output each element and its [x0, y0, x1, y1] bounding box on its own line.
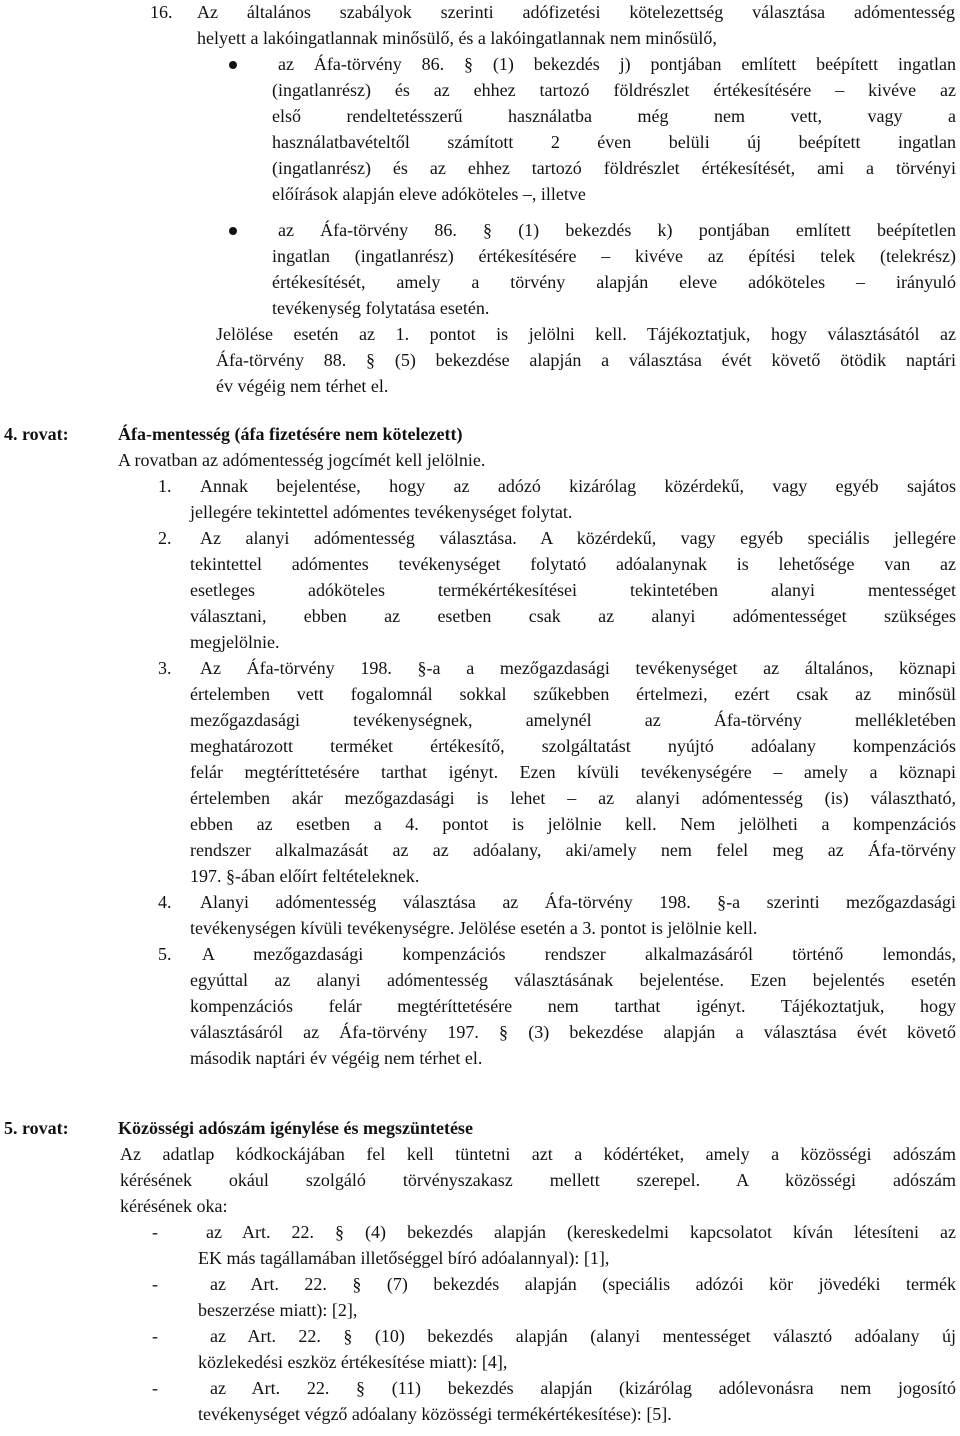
rovat4-item3-line-6: értelemben akár mezőgazdasági is lehet – az alanyi adómentesség (is) választható, [190, 788, 956, 808]
rovat4-item3-line-4: meghatározott terméket értékesítő, szolgáltatást nyújtó adóalany kompenzációs [190, 736, 956, 756]
rovat5-item2-line-1: az Art. 22. § (7) bekezdés alapján (speciális adózói kör jövedéki termék [210, 1274, 956, 1294]
rovat5-item4-dash: - [152, 1378, 158, 1398]
item16-line-2: helyett a lakóingatlannak minősülő, és a lakóingatlannak nem minősülő, [197, 28, 717, 48]
rovat4-item3-line-9: 197. §-ában előírt feltételeknek. [190, 866, 420, 886]
rovat5-item1-dash: - [152, 1222, 158, 1242]
rovat4-item3-line-7: ebben az esetben a 4. pontot is jelölnie kell. Nem jelölheti a kompenzációs [190, 814, 956, 834]
rovat4-item4-line-1: Alanyi adómentesség választása az Áfa-törvény 198. §-a szerinti mezőgazdasági [200, 892, 956, 912]
rovat4-item2-line-2: tekintettel adómentes tevékenységet folytató adóalanynak is lehetősége van az [190, 554, 956, 574]
rovat5-intro-line-1: Az adatlap kódkockájában fel kell tüntetni azt a kódértéket, amely a közösségi adószám [120, 1144, 956, 1164]
rovat4-item2-number: 2. [158, 528, 172, 548]
rovat5-item2-line-2: beszerzése miatt): [2], [198, 1300, 358, 1320]
bullet2-line-3: értékesítését, amely a törvény alapján eleve adóköteles – irányuló [272, 272, 956, 292]
rovat4-item5-line-5: második naptári év végéig nem térhet el. [190, 1048, 483, 1068]
rovat5-item2-dash: - [152, 1274, 158, 1294]
bullet1-line-2: (ingatlanrész) és az ehhez tartozó földrészlet értékesítésére – kivéve az [272, 80, 956, 100]
rovat5-intro-line-3: kérésének oka: [120, 1196, 228, 1216]
rovat5-title: Közösségi adószám igénylése és megszüntetése [118, 1118, 473, 1138]
rovat4-item1-number: 1. [158, 476, 172, 496]
bullet2-line-1: az Áfa-törvény 86. § (1) bekezdés k) pontjában említett beépítetlen [278, 220, 956, 240]
rovat4-item3-line-5: felár megtéríttetésére tarthat igényt. Ezen kívüli tevékenységére – amely a köznapi [190, 762, 956, 782]
rovat4-item3-number: 3. [158, 658, 172, 678]
rovat4-item1-line-2: jellegére tekintettel adómentes tevékenységet folytat. [190, 502, 573, 522]
bullet2-line-4: tevékenység folytatása esetén. [272, 298, 490, 318]
rovat5-item3-dash: - [152, 1326, 158, 1346]
bullet1-line-3: első rendeltetésszerű használatba még nem vett, vagy a [272, 106, 956, 126]
rovat4-item2-line-3: esetleges adóköteles termékértékesítései tekintetében alanyi mentességet [190, 580, 956, 600]
item16-line-1: Az általános szabályok szerinti adófizetési kötelezettség választása adómentesség [197, 2, 955, 22]
note16-line-3: év végéig nem térhet el. [216, 376, 389, 396]
bullet2-line-2: ingatlan (ingatlanrész) értékesítésére – kivéve az építési telek (telekrész) [272, 246, 956, 266]
rovat4-item5-line-4: választásáról az Áfa-törvény 197. § (3) bekezdése alapján a választása évét követő [190, 1022, 956, 1042]
rovat5-item3-line-2: közlekedési eszköz értékesítése miatt): [4], [198, 1352, 508, 1372]
rovat5-item3-line-1: az Art. 22. § (10) bekezdés alapján (alanyi mentességet választó adóalany új [210, 1326, 956, 1346]
bullet1-line-6: előírások alapján eleve adóköteles –, illetve [272, 184, 586, 204]
rovat4-item3-line-1: Az Áfa-törvény 198. §-a a mezőgazdasági tevékenységet az általános, köznapi [200, 658, 956, 678]
rovat5-item1-line-1: az Art. 22. § (4) bekezdés alapján (kereskedelmi kapcsolatot kíván létesíteni az [206, 1222, 956, 1242]
rovat4-item3-line-2: értelemben vett fogalomnál sokkal szűkebben értelmezi, ezért csak az minősül [190, 684, 956, 704]
rovat5-item4-line-1: az Art. 22. § (11) bekezdés alapján (kizárólag adólevonásra nem jogosító [210, 1378, 956, 1398]
bullet-icon [229, 61, 237, 69]
rovat5-label: 5. rovat: [4, 1118, 69, 1138]
bullet1-line-1: az Áfa-törvény 86. § (1) bekezdés j) pontjában említett beépített ingatlan [278, 54, 956, 74]
rovat4-item1-line-1: Annak bejelentése, hogy az adózó kizárólag közérdekű, vagy egyéb sajátos [200, 476, 956, 496]
rovat5-item4-line-2: tevékenységet végző adóalany közösségi termékértékesítése): [5]. [198, 1404, 672, 1424]
bullet-icon [229, 227, 237, 235]
rovat4-item5-number: 5. [158, 944, 172, 964]
rovat4-label: 4. rovat: [4, 424, 69, 444]
rovat4-item5-line-2: egyúttal az alanyi adómentesség választásának bejelentése. Ezen bejelentés esetén [190, 970, 956, 990]
rovat5-item1-line-2: EK más tagállamában illetőséggel bíró adóalannyal): [1], [198, 1248, 610, 1268]
note16-line-2: Áfa-törvény 88. § (5) bekezdése alapján a választása évét követő ötödik naptári [216, 350, 956, 370]
note16-line-1: Jelölése esetén az 1. pontot is jelölni kell. Tájékoztatjuk, hogy választásától az [216, 324, 956, 344]
rovat4-item5-line-3: kompenzációs felár megtéríttetésére nem tarthat igényt. Tájékoztatjuk, hogy [190, 996, 956, 1016]
rovat4-item3-line-8: rendszer alkalmazását az az adóalany, aki/amely nem felel meg az Áfa-törvény [190, 840, 956, 860]
rovat4-item2-line-4: választani, ebben az esetben csak az alanyi adómentességet szükséges [190, 606, 956, 626]
rovat5-intro-line-2: kérésének okául szolgáló törvényszakasz mellett szerepel. A közösségi adószám [120, 1170, 956, 1190]
rovat4-intro: A rovatban az adómentesség jogcímét kell jelölnie. [118, 450, 486, 470]
rovat4-item4-number: 4. [158, 892, 172, 912]
item16-number: 16. [150, 2, 173, 22]
bullet1-line-4: használatbavételtől számított 2 éven belüli új beépített ingatlan [272, 132, 956, 152]
bullet1-line-5: (ingatlanrész) és az ehhez tartozó földrészlet értékesítését, ami a törvényi [272, 158, 956, 178]
rovat4-item4-line-2: tevékenységen kívüli tevékenységre. Jelölése esetén a 3. pontot is jelölnie kell. [190, 918, 758, 938]
rovat4-item2-line-5: megjelölnie. [190, 632, 280, 652]
rovat4-title: Áfa-mentesség (áfa fizetésére nem kötelezett) [118, 424, 463, 444]
rovat4-item5-line-1: A mezőgazdasági kompenzációs rendszer alkalmazásáról történő lemondás, [202, 944, 956, 964]
rovat4-item2-line-1: Az alanyi adómentesség választása. A közérdekű, vagy egyéb speciális jellegére [200, 528, 956, 548]
rovat4-item3-line-3: mezőgazdasági tevékenységnek, amelynél az Áfa-törvény mellékletében [190, 710, 956, 730]
